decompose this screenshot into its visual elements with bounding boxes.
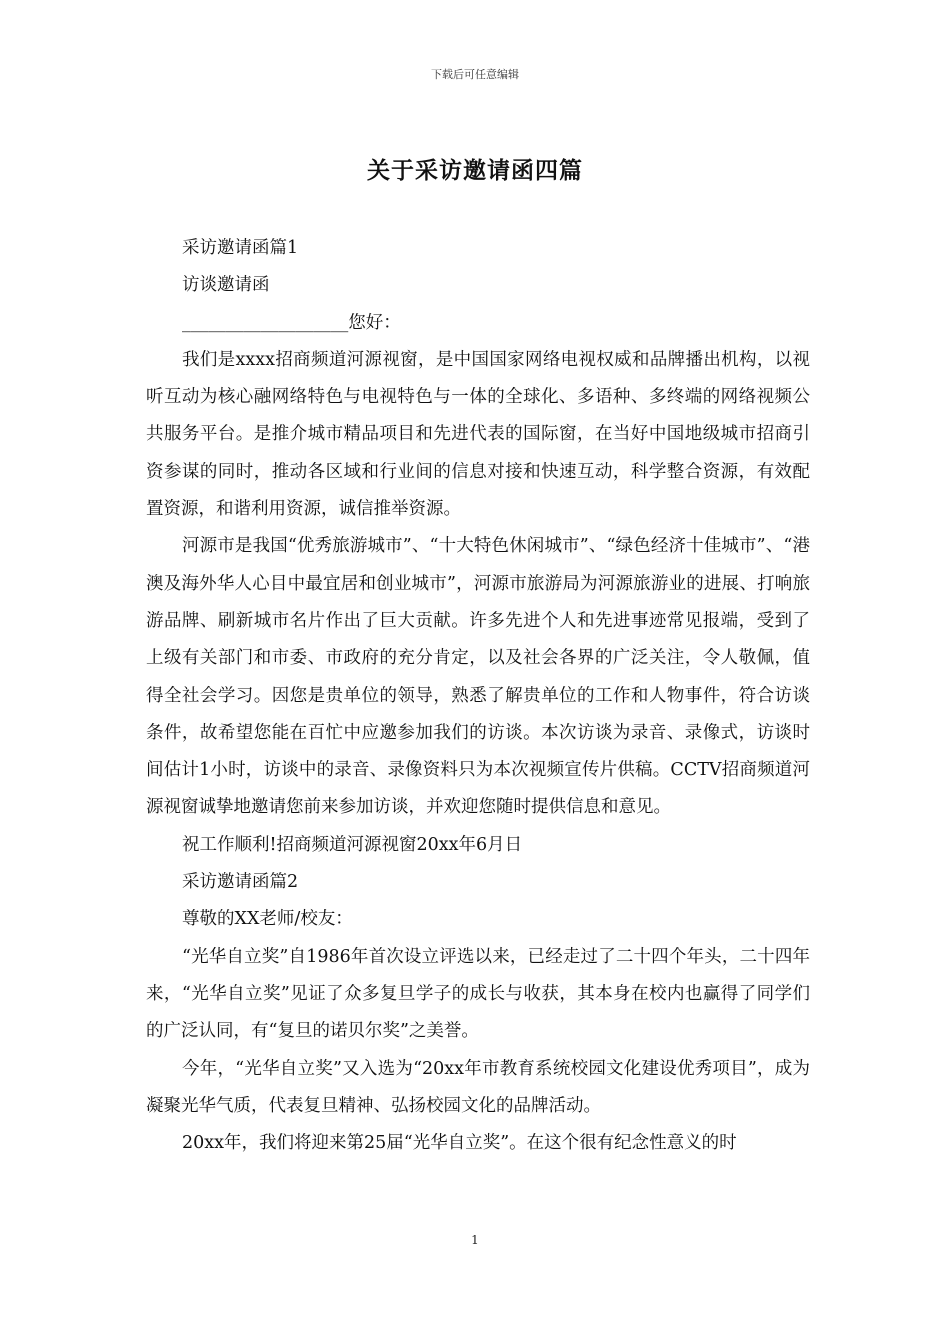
page-number: 1 xyxy=(471,1233,479,1247)
body-paragraph: 20xx年，我们将迎来第25届“光华自立奖”。在这个很有纪念性意义的时 xyxy=(182,1133,737,1154)
body-paragraph: 今年，“光华自立奖”又入选为“20xx年市教育系统校园文化建设优秀项目”，成为凝聚光华气质，代表复旦精神、弘扬校园文化的品牌活动。 xyxy=(146,1058,810,1116)
closing-line: 祝工作顺利!招商频道河源视窗20xx年6月日 xyxy=(182,834,523,855)
section-heading-2: 采访邀请函篇2 xyxy=(182,872,299,893)
body-paragraph: “光华自立奖”自1986年首次设立评选以来，已经走过了二十四个年头，二十四年来，“光华自立奖”见证了众多复旦学子的成长与收获，其本身在校内也赢得了同学们的广泛认同，有“复旦的诺贝尔奖”之美誉。 xyxy=(146,946,810,1042)
salutation: 尊敬的XX老师/校友： xyxy=(182,909,353,930)
body-paragraph: 河源市是我国“优秀旅游城市”、“十大特色休闲城市”、“绿色经济十佳城市”、“港澳及海外华人心目中最宜居和创业城市”，河源市旅游局为河源旅游业的进展、打响旅游品牌、刷新城市名片作出了巨大贡献。许多先进个人和先进事迹常见报端，受到了上级有关部门和市委、市政府的充分肯定，以及社会各界的广泛关注，令人敬佩，值得全社会学习。因您是贵单位的领导，熟悉了解贵单位的工作和人物事件，符合访谈条件，故希望您能在百忙中应邀参加我们的访谈。本次访谈为录音、录像式，访谈时间估计1小时，访谈中的录音、录像资料只为本次视频宣传片供稿。CCTV招商频道河源视窗诚挚地邀请您前来参加访谈，并欢迎您随时提供信息和意见。 xyxy=(146,536,810,818)
body-paragraph: 我们是xxxx招商频道河源视窗，是中国国家网络电视权威和品牌播出机构，以视听互动为核心融网络特色与电视特色与一体的全球化、多语种、多终端的网络视频公共服务平台。是推介城市精品项目和先进代表的国际窗，在当好中国地级城市招商引资参谋的同时，推动各区域和行业间的信息对接和快速互动，科学整合资源，有效配置资源，和谐利用资源，诚信推举资源。 xyxy=(146,349,810,520)
document-title: 关于采访邀请函四篇 xyxy=(367,157,583,184)
section-heading-1: 采访邀请函篇1 xyxy=(182,238,299,258)
letter-heading: 访谈邀请函 xyxy=(182,275,270,296)
header-note: 下载后可任意编辑 xyxy=(431,68,519,81)
document-body xyxy=(146,230,810,1162)
salutation-blank: ___________________您好： xyxy=(182,312,401,333)
